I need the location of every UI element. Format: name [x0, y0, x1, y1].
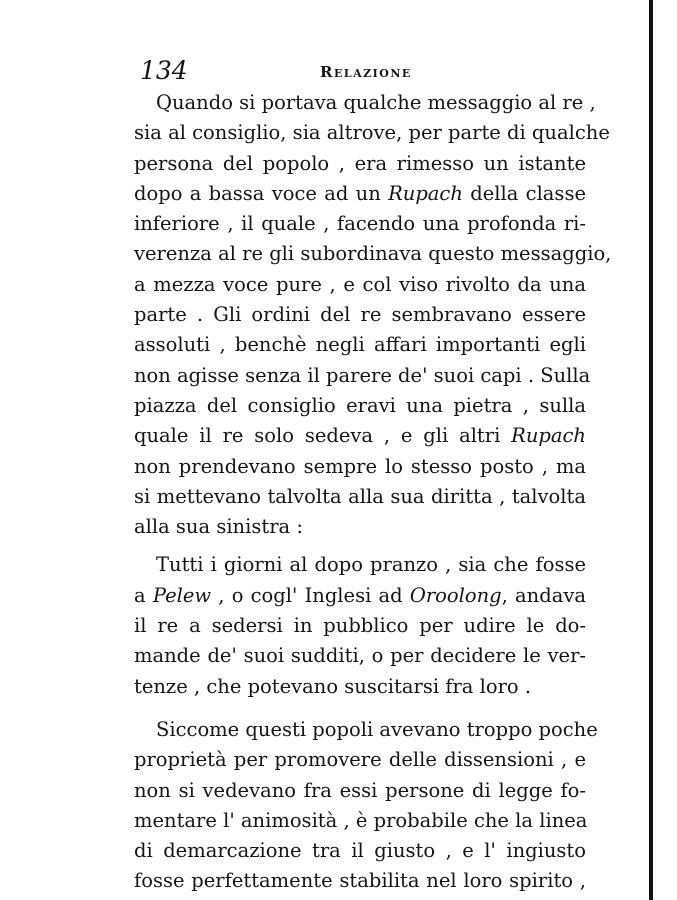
text-line: verenza al re gli subordinava questo messaggio,	[134, 242, 612, 266]
text-line: parte . Gli ordini del re sembravano essere	[134, 303, 586, 327]
italic-term: Rupach	[511, 424, 586, 448]
italic-term: Pelew	[152, 583, 212, 607]
text-line: si mettevano talvolta alla sua diritta , talvolta	[134, 484, 586, 508]
text-line: alla sua sinistra :	[134, 515, 303, 539]
running-header	[140, 56, 600, 86]
text-line: Quando si portava qualche messaggio al re ,	[156, 91, 596, 114]
italic-term: Rupach	[388, 181, 463, 205]
running-title: Relazione	[320, 63, 412, 81]
text-line: proprietà per promovere delle dissensioni , e	[134, 748, 586, 772]
text-line: dopo a bassa voce ad un Rupach della classe	[134, 181, 586, 205]
text-line: Tutti i giorni al dopo pranzo , sia che fosse	[156, 553, 586, 577]
text-line: non si vedevano fra essi persone di legge fo-	[134, 778, 586, 802]
text-line: il re a sedersi in pubblico per udire le do-	[134, 614, 586, 638]
text-line: di demarcazione tra il giusto , e l' ingiusto	[134, 839, 586, 863]
text-line: non agisse senza il parere de' suoi capi . Sulla	[134, 363, 591, 387]
text-line: mentare l' animosità , è probabile che la linea	[134, 808, 588, 832]
text-line: piazza del consiglio eravi una pietra , sulla	[134, 393, 586, 417]
text-line: fosse perfettamente stabilita nel loro spirito ,	[134, 869, 586, 893]
text-line: assoluti , benchè negli affari importanti egli	[134, 333, 586, 357]
text-line: a mezza voce pure , e col viso rivolto da una	[134, 272, 586, 296]
italic-term: Oroolong	[409, 583, 502, 607]
text-line: tenze , che potevano suscitarsi fra loro .	[134, 674, 532, 698]
body-text	[134, 88, 612, 897]
text-line: persona del popolo , era rimesso un istante	[134, 151, 586, 175]
text-line: non prendevano sempre lo stesso posto , ma	[134, 454, 586, 478]
page-edge	[649, 0, 653, 900]
page-number: 134	[140, 56, 188, 85]
text-line: quale il re solo sedeva , e gli altri Rupach	[134, 424, 586, 448]
text-line: sia al consiglio, sia altrove, per parte di qualche	[134, 121, 610, 145]
text-line: inferiore , il quale , facendo una profonda ri-	[134, 212, 586, 236]
text-line: mande de' suoi sudditi, o per decidere le ver-	[134, 644, 586, 668]
text-line: Siccome questi popoli avevano troppo poche	[156, 717, 598, 741]
text-line: a Pelew , o cogl' Inglesi ad Oroolong, andava	[134, 583, 586, 607]
